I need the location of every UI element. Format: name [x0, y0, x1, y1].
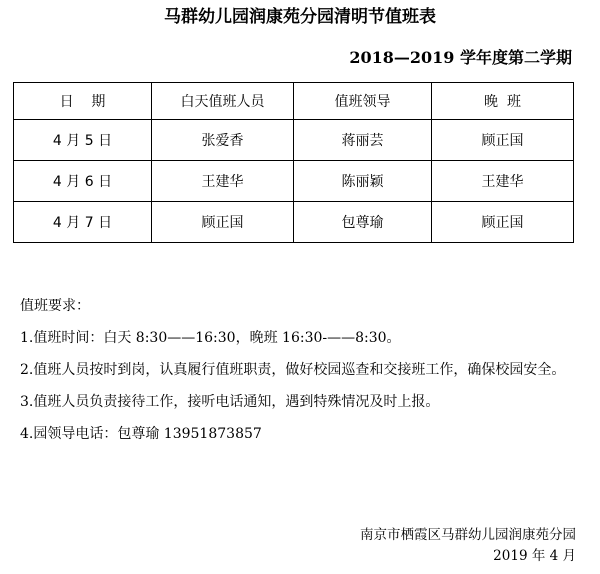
duty-schedule-table	[13, 82, 574, 243]
night-shift-cell: 顾正国	[432, 120, 574, 161]
requirement-item: 1.值班时间：白天 8:30——16:30，晚班 16:30-——8:30。	[20, 330, 401, 346]
date-cell: 4 月 7 日	[14, 202, 152, 243]
table-header-row	[14, 83, 574, 120]
issue-date: 2019 年 4 月	[493, 548, 576, 564]
header-day-staff: 白天值班人员	[152, 83, 294, 120]
header-night-shift: 晚 班	[432, 83, 574, 120]
day-staff-cell: 张爱香	[152, 120, 294, 161]
leader-cell: 陈丽颖	[294, 161, 432, 202]
header-leader: 值班领导	[294, 83, 432, 120]
leader-cell: 蒋丽芸	[294, 120, 432, 161]
night-shift-cell: 顾正国	[432, 202, 574, 243]
requirement-item: 2.值班人员按时到岗，认真履行值班职责，做好校园巡查和交接班工作，确保校园安全。	[20, 362, 566, 378]
requirement-item: 4.园领导电话：包尊瑜 13951873857	[20, 426, 262, 442]
table-row	[14, 161, 574, 202]
table-row	[14, 202, 574, 243]
duty-requirements	[20, 290, 585, 450]
day-staff-cell: 王建华	[152, 161, 294, 202]
night-shift-cell: 王建华	[432, 161, 574, 202]
requirement-item: 3.值班人员负责接待工作，接听电话通知，遇到特殊情况及时上报。	[20, 394, 440, 410]
document-title: 马群幼儿园润康苑分园清明节值班表	[164, 7, 436, 27]
date-cell: 4 月 5 日	[14, 120, 152, 161]
requirements-heading: 值班要求：	[20, 298, 90, 314]
academic-term: 2018—2019 学年度第二学期	[349, 48, 572, 67]
leader-cell: 包尊瑜	[294, 202, 432, 243]
day-staff-cell: 顾正国	[152, 202, 294, 243]
table-row	[14, 120, 574, 161]
date-cell: 4 月 6 日	[14, 161, 152, 202]
issuing-organization: 南京市栖霞区马群幼儿园润康苑分园	[360, 527, 576, 543]
header-date: 日 期	[14, 83, 152, 120]
